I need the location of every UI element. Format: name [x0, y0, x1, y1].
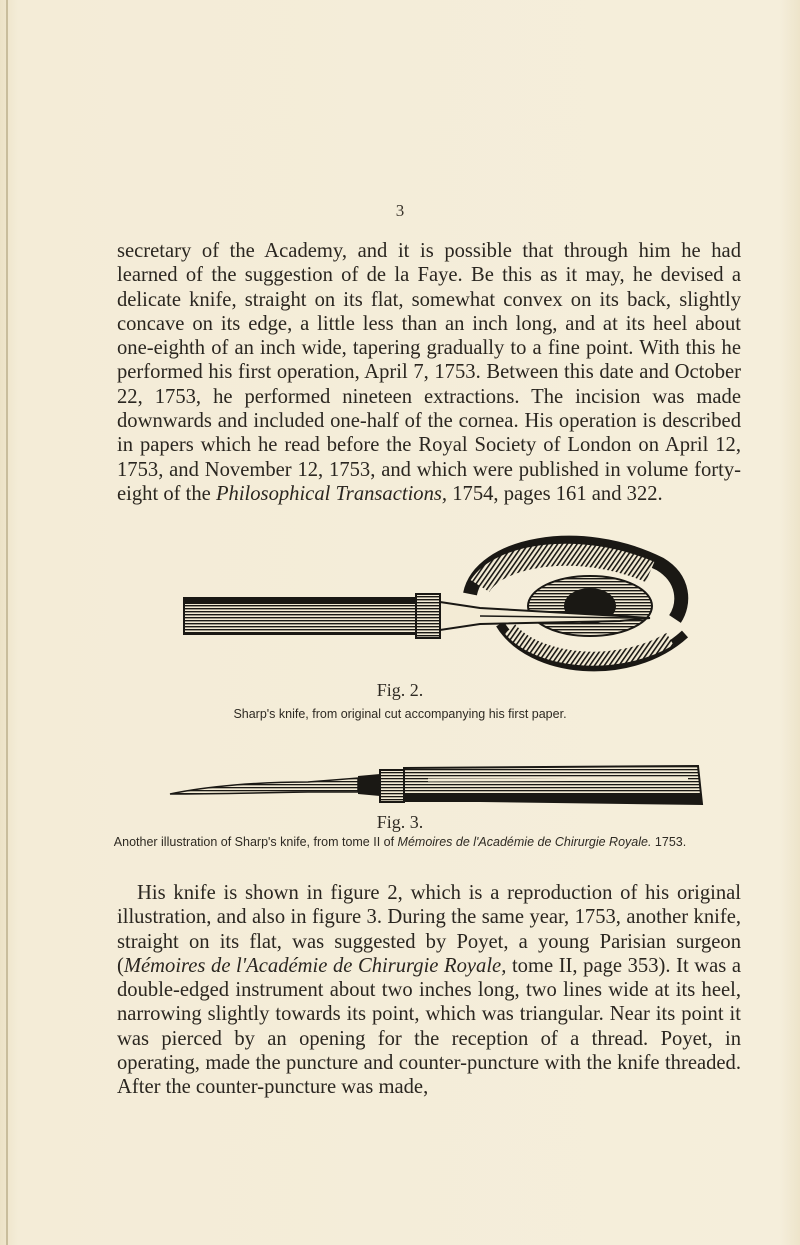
paragraph-sharp-knife	[117, 239, 741, 506]
paragraph1-text-end: 1754, pages 161 and 322.	[447, 482, 663, 505]
paragraph-poyet-knife	[117, 881, 741, 1100]
figure-2-knife-in-eye-illustration	[180, 524, 700, 684]
paragraph1-text: secretary of the Academy, and it is possible that through him he had learned of the suggestion of de la Faye. Be this as it may, he devised a delicate knife, straight on its flat, somewhat convex on its back, slightly concave on its edge, a little less than an inch long, and at its heel about one-eighth of an inch wide, tapering gradually to a fine point. With this he performed his first operation, April 7, 1753. Between this date and October 22, 1753, he performed nineteen extractions. The incision was made downwards and included one-half of the cornea. His operation is described in papers which he read before the Royal Society of London on April 12, 1753, and November 12, 1753, and which were published in volume forty-eight of the	[117, 240, 741, 505]
figure-3-caption-source-italic: Mémoires de l'Académie de Chirurgie Royale.	[397, 835, 652, 849]
paragraph2-text: His knife is shown in figure 2, which is a reproduction of his original illustration, and also in figure 3. During the same year, 1753, another knife, straight on its flat, was suggested by Poyet, a young Parisian surgeon (	[117, 882, 741, 977]
figure-2-label: Fig. 2.	[376, 680, 424, 700]
figure-3-label: Fig. 3.	[376, 812, 424, 832]
memoires-title-italic: Mémoires de l'Académie de Chirurgie Royale,	[123, 954, 507, 977]
figure-3-caption-year: 1753.	[651, 835, 687, 849]
journal-title-italic: Philosophical Transactions,	[215, 482, 448, 505]
figure-3-caption	[0, 834, 800, 850]
page-gutter-edge	[6, 0, 8, 1245]
figure-3-knife-illustration	[168, 760, 708, 810]
paragraph2-text-end: tome II, page 353). It was a double-edged instrument about two inches long, two lines wide at its heel, narrowing slightly towards its point, which was triangular. Near its point it was pierced by an opening for the reception of a thread. Poyet, in operating, made the puncture and counter-puncture with the knife threaded. After the counter-puncture was made,	[117, 954, 741, 1099]
figure-3-caption-text: Another illustration of Sharp's knife, from tome II of	[113, 835, 398, 849]
figure-2-caption: Sharp's knife, from original cut accompanying his first paper.	[233, 707, 567, 721]
page-number: 3	[395, 201, 405, 220]
